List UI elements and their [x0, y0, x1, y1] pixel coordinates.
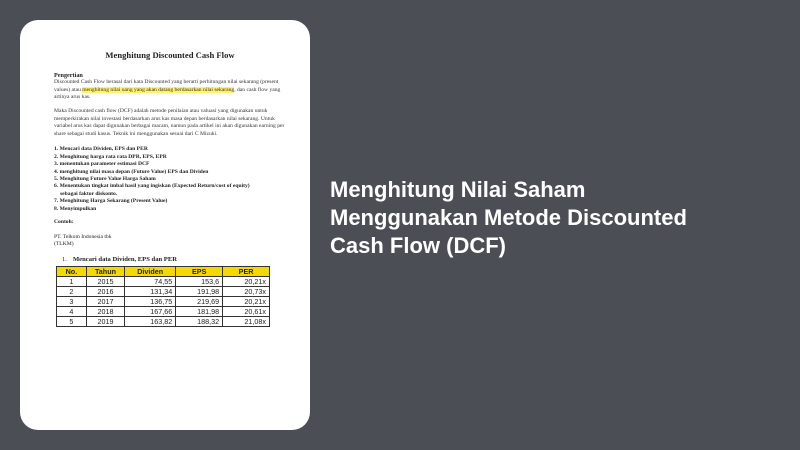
- company-ticker: (TLKM): [54, 241, 74, 248]
- table-title-text: Mencari data Dividen, EPS dan PER: [72, 255, 177, 263]
- section-heading-pengertian: Pengertian: [54, 71, 83, 79]
- table-row: [57, 307, 270, 317]
- paragraph-dcf-explanation: Maka Discounted cash flow (DCF) adalah metode penilaian atau valuasi yang digunakan untuk memperkirakan nilai investasi berdasarkan arus kas masa depan berdasarkan nilai sekarang. Untuk variabel arus kas dapat digunakan berbagai macam, namun pada artikel ini akan digunakan earning per share sebagai studi kasus. Teknik ini menggunakan sesuai dari C Mizuki.: [54, 107, 285, 137]
- table-cell: 20,73x: [223, 287, 270, 297]
- table-title-number: 1.: [62, 255, 67, 263]
- headline-line: Menggunakan Metode Discounted: [330, 205, 687, 230]
- document-title: Menghitung Discounted Cash Flow: [105, 50, 235, 60]
- table-cell: 2018: [86, 307, 124, 317]
- table-cell: 2017: [86, 297, 124, 307]
- table-cell: 20,61x: [223, 307, 270, 317]
- table-header-eps: EPS: [176, 267, 223, 277]
- table-title: [62, 256, 286, 264]
- table-cell: 167,66: [125, 307, 176, 317]
- table-header-dividen: Dividen: [125, 267, 176, 277]
- table-cell: 153,6: [176, 277, 223, 287]
- steps-list: [54, 146, 286, 213]
- financial-data-table: [56, 266, 270, 327]
- table-cell: 74,55: [125, 277, 176, 287]
- step-item: 1. Mencari data Dividen, EPS dan PER: [54, 146, 148, 153]
- step-item: 6. Menentukan tingkat imbal hasil yang ingiskan (Expected Return/cost of equity): [54, 183, 250, 190]
- table-cell: 5: [57, 317, 87, 327]
- headline-line: Menghitung Nilai Saham: [330, 177, 586, 202]
- table-cell: 21,08x: [223, 317, 270, 327]
- step-item: 4. menghitung nilai masa depan (Future Value) EPS dan Dividen: [54, 168, 209, 175]
- table-cell: 2019: [86, 317, 124, 327]
- table-cell: 1: [57, 277, 87, 287]
- table-row: [57, 277, 270, 287]
- paragraph-definition-start: Discounted Cash Flow berasal dari kata Discounted yang berarti perhitungan nilai sekarang (present values) atau: [54, 79, 279, 93]
- table-cell: 20,21x: [223, 297, 270, 307]
- table-row: [57, 297, 270, 307]
- example-label: Contoh:: [54, 219, 74, 225]
- table-header-per: PER: [223, 267, 270, 277]
- table-cell: 188,32: [176, 317, 223, 327]
- paragraph-definition-end: , dan cash flow yang artinya arus kas.: [54, 86, 281, 101]
- table-cell: 4: [57, 307, 87, 317]
- table-header-tahun: Tahun: [86, 267, 124, 277]
- table-header-row: [57, 267, 270, 277]
- step-item: 5. Menghitung Future Value Harga Saham: [54, 175, 156, 182]
- company-name: PT. Telkom Indonesia tbk: [54, 233, 112, 240]
- table-cell: 20,21x: [223, 277, 270, 287]
- table-row: [57, 317, 270, 327]
- table-cell: 136,75: [125, 297, 176, 307]
- document-preview-card: [20, 20, 310, 430]
- table-row: [57, 287, 270, 297]
- table-cell: 131,34: [125, 287, 176, 297]
- table-cell: 2016: [86, 287, 124, 297]
- table-header-no: No.: [57, 267, 87, 277]
- step-item: 8. Menyimpulkan: [54, 205, 97, 212]
- highlighted-text: menghitung nilai uang yang akan datang berdasarkan nilai sekarang: [82, 86, 235, 93]
- step-item-continuation: sebagai faktor diskonto.: [60, 190, 118, 197]
- table-cell: 2: [57, 287, 87, 297]
- headline: [330, 176, 770, 260]
- table-cell: 163,82: [125, 317, 176, 327]
- step-item: 3. menentukan parameter estimasi DCF: [54, 161, 150, 168]
- headline-line: Cash Flow (DCF): [330, 233, 506, 258]
- table-cell: 181,98: [176, 307, 223, 317]
- document-page: [54, 38, 286, 327]
- paragraph-definition: [54, 79, 286, 102]
- table-cell: 2015: [86, 277, 124, 287]
- table-cell: 219,69: [176, 297, 223, 307]
- step-item: 7. Menghitung Harga Sekarang (Present Value): [54, 198, 168, 205]
- table-cell: 3: [57, 297, 87, 307]
- table-cell: 191,98: [176, 287, 223, 297]
- step-item: 2. Menghitung harga rata rata DPR, EPS, EPR: [54, 153, 167, 160]
